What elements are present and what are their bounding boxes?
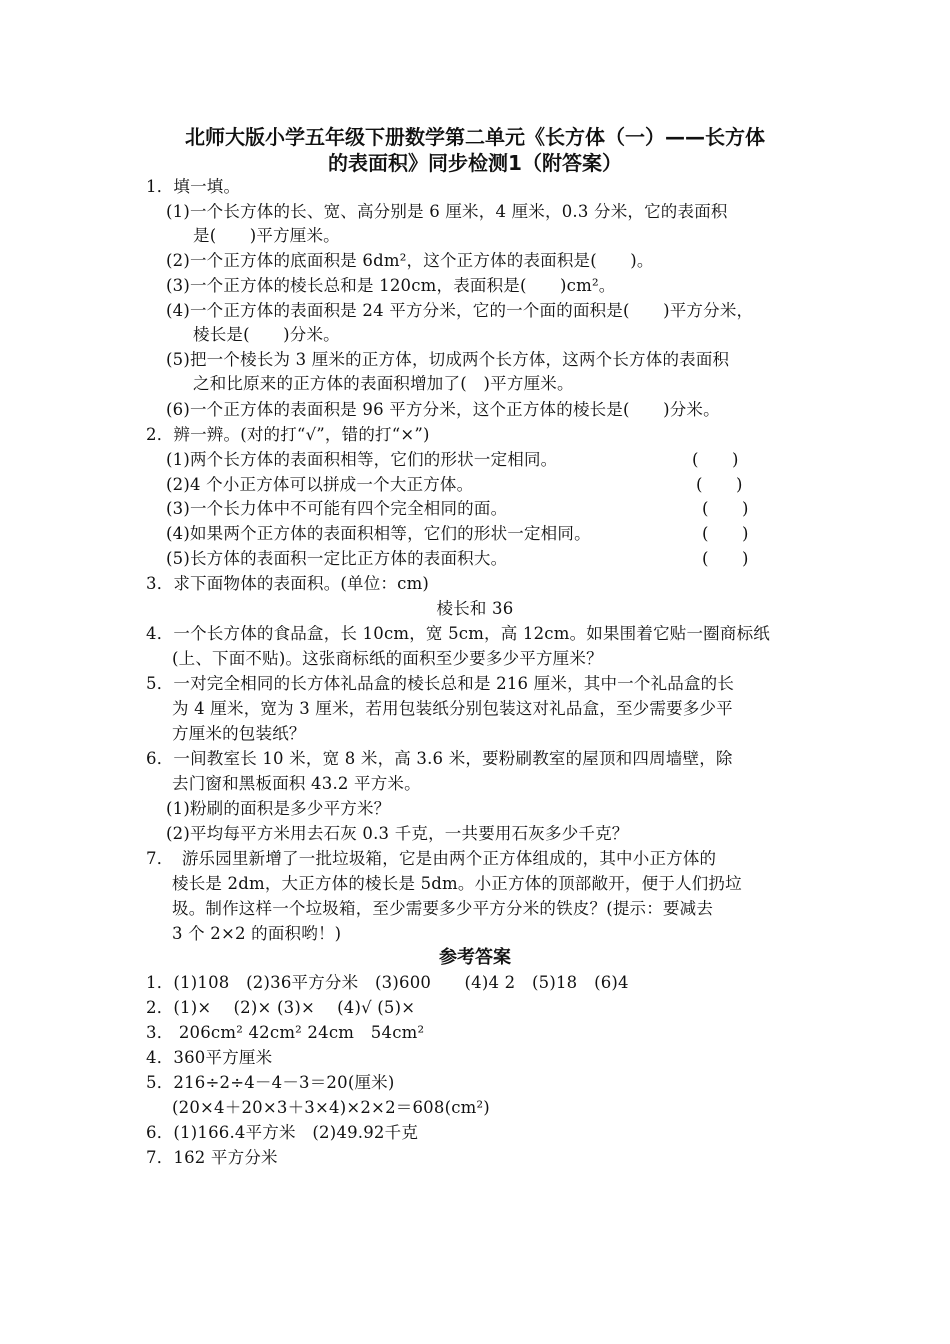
answer-1: 1．(1)108 (2)36平方分米 (3)600 (4)4 2 (5)18 (6)4 bbox=[146, 973, 629, 992]
q2-item4-answer-blank: ( ) bbox=[702, 524, 749, 543]
q2-item3-text: (3)一个长力体中不可能有四个完全相同的面。 bbox=[166, 499, 508, 518]
q2-heading: 2．辨一辨。(对的打“√”，错的打“×”) bbox=[146, 425, 430, 444]
q1-item3: (3)一个正方体的棱长总和是 120cm，表面积是( )cm²。 bbox=[166, 276, 616, 295]
q6-subq1: (1)粉刷的面积是多少平方米？ bbox=[166, 799, 391, 818]
q1-heading: 1．填一填。 bbox=[146, 177, 241, 196]
q3-figure-caption: 棱长和 36 bbox=[436, 599, 514, 618]
answer-2: 2．(1)× (2)× (3)× (4)√ (5)× bbox=[146, 998, 416, 1017]
q2-item2-answer-blank: ( ) bbox=[696, 475, 743, 494]
q1-item5-line1: (5)把一个棱长为 3 厘米的正方体，切成两个长方体，这两个长方体的表面积 bbox=[166, 350, 730, 369]
q4-line1: 4．一个长方体的食品盒，长 10cm，宽 5cm，高 12cm。如果围着它贴一圈商标纸 bbox=[146, 624, 770, 643]
q6-subq2: (2)平均每平方米用去石灰 0.3 千克，一共要用石灰多少千克？ bbox=[166, 824, 629, 843]
page-title-line1: 北师大版小学五年级下册数学第二单元《长方体（一）——长方体 bbox=[185, 125, 765, 149]
q7-line4: 3 个 2×2 的面积哟！) bbox=[172, 924, 342, 943]
q5-line2: 为 4 厘米，宽为 3 厘米，若用包装纸分别包装这对礼品盒，至少需要多少平 bbox=[172, 699, 733, 718]
q1-item4-line2: 棱长是( )分米。 bbox=[193, 325, 340, 344]
q1-item6: (6)一个正方体的表面积是 96 平方分米，这个正方体的棱长是( )分米。 bbox=[166, 400, 720, 419]
q2-item4-text: (4)如果两个正方体的表面积相等，它们的形状一定相同。 bbox=[166, 524, 591, 543]
q7-line1: 7． 游乐园里新增了一批垃圾箱，它是由两个正方体组成的，其中小正方体的 bbox=[146, 849, 717, 868]
q7-line3: 圾。制作这样一个垃圾箱，至少需要多少平方分米的铁皮？(提示：要减去 bbox=[172, 899, 714, 918]
q5-line1: 5．一对完全相同的长方体礼品盒的棱长总和是 216 厘米，其中一个礼品盒的长 bbox=[146, 674, 735, 693]
q1-item4-line1: (4)一个正方体的表面积是 24 平方分米，它的一个面的面积是( )平方分米， bbox=[166, 301, 754, 320]
q1-item1-line1: (1)一个长方体的长、宽、高分别是 6 厘米，4 厘米，0.3 分米，它的表面积 bbox=[166, 202, 728, 221]
q6-line2: 去门窗和黑板面积 43.2 平方米。 bbox=[172, 774, 421, 793]
q2-item1-answer-blank: ( ) bbox=[692, 450, 739, 469]
answer-3: 3． 206cm² 42cm² 24cm 54cm² bbox=[146, 1023, 425, 1042]
q3-heading: 3．求下面物体的表面积。(单位：cm) bbox=[146, 574, 430, 593]
q2-item5-answer-blank: ( ) bbox=[702, 549, 749, 568]
answer-4: 4．360平方厘米 bbox=[146, 1048, 273, 1067]
q2-item2-text: (2)4 个小正方体可以拼成一个大正方体。 bbox=[166, 475, 474, 494]
q2-item5-text: (5)长方体的表面积一定比正方体的表面积大。 bbox=[166, 549, 508, 568]
q2-item3-answer-blank: ( ) bbox=[702, 499, 749, 518]
answer-7: 7．162 平方分米 bbox=[146, 1148, 278, 1167]
q5-line3: 方厘米的包装纸？ bbox=[172, 724, 306, 743]
answer-5-line2: (20×4＋20×3＋3×4)×2×2＝608(cm²) bbox=[172, 1098, 490, 1117]
q1-item1-line2: 是( )平方厘米。 bbox=[193, 226, 340, 245]
q2-item1-text: (1)两个长方体的表面积相等，它们的形状一定相同。 bbox=[166, 450, 558, 469]
answer-5-line1: 5．216÷2÷4－4－3＝20(厘米) bbox=[146, 1073, 395, 1092]
q1-item5-line2: 之和比原来的正方体的表面积增加了( )平方厘米。 bbox=[193, 374, 574, 393]
q4-line2: (上、下面不贴)。这张商标纸的面积至少要多少平方厘米？ bbox=[172, 649, 603, 668]
q7-line2: 棱长是 2dm，大正方体的棱长是 5dm。小正方体的顶部敞开，便于人们扔垃 bbox=[172, 874, 742, 893]
page-title-line2: 的表面积》同步检测1（附答案） bbox=[328, 151, 622, 175]
q6-line1: 6．一间教室长 10 米，宽 8 米，高 3.6 米，要粉刷教室的屋顶和四周墙壁，除 bbox=[146, 749, 733, 768]
answer-6: 6．(1)166.4平方米 (2)49.92千克 bbox=[146, 1123, 419, 1142]
q1-item2: (2)一个正方体的底面积是 6dm²，这个正方体的表面积是( )。 bbox=[166, 251, 654, 270]
answer-key-title: 参考答案 bbox=[439, 947, 511, 968]
